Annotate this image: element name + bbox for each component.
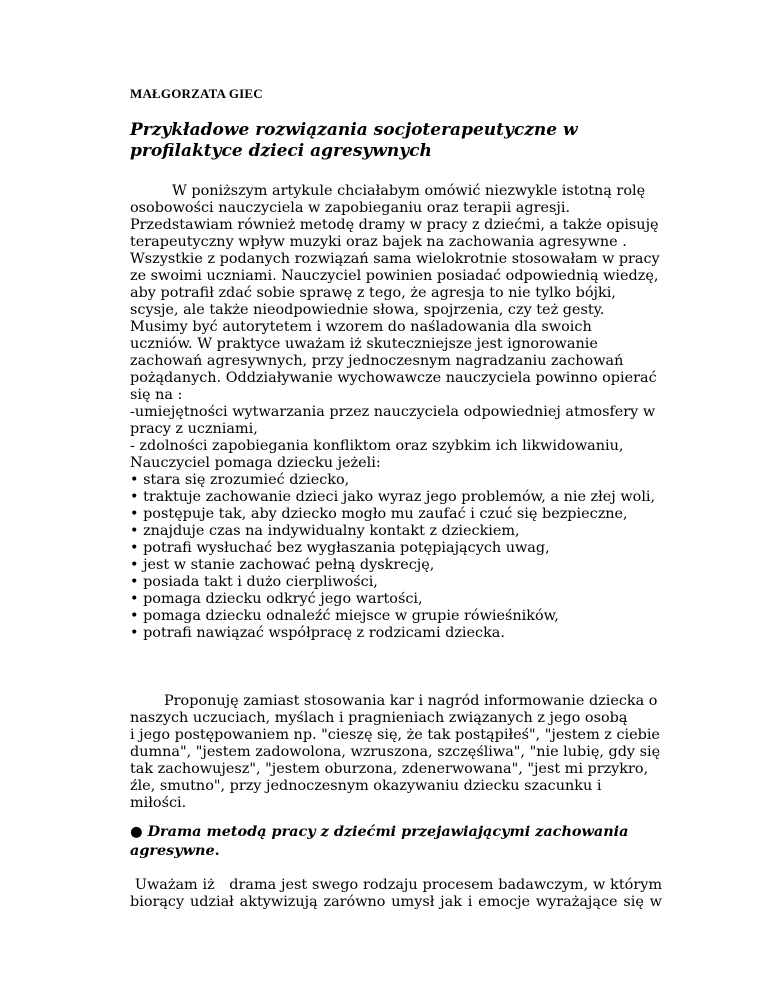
text-line: Musimy być autorytetem i wzorem do naśladowania dla swoich	[130, 319, 592, 335]
text-line: osobowości nauczyciela w zapobieganiu oraz terapii agresji.	[130, 200, 571, 216]
article-title	[130, 120, 650, 162]
text-line: ze swoimi uczniami. Nauczyciel powinien posiadać odpowiednią wiedzę,	[130, 268, 659, 284]
list-item: • jest w stanie zachować pełną dyskrecję,	[130, 557, 435, 573]
text-line: się na :	[130, 387, 183, 403]
text-line: biorący udział aktywizują zarówno umysł jak i emocje wyrażające się w	[130, 894, 662, 910]
heading-line: ● Drama metodą pracy z dziećmi przejawiającymi zachowania	[130, 823, 629, 840]
section-heading-drama	[130, 822, 662, 860]
text-line: tak zachowujesz", "jestem oburzona, zdenerwowana", "jest mi przykro,	[130, 761, 649, 777]
list-item: • traktuje zachowanie dzieci jako wyraz jego problemów, a nie złej woli,	[130, 489, 656, 505]
text-line: Nauczyciel pomaga dziecku jeżeli:	[130, 455, 381, 471]
text-line: naszych uczuciach, myślach i pragnieniach związanych z jego osobą	[130, 710, 628, 726]
heading-line: agresywne.	[130, 842, 220, 859]
text-line: zachowań agresywnych, przy jednoczesnym nagradzaniu zachowań	[130, 353, 624, 369]
text-line: - zdolności zapobiegania konfliktom oraz szybkim ich likwidowaniu,	[130, 438, 624, 454]
title-line: profilaktyce dzieci agresywnych	[130, 141, 432, 161]
text-line: W poniższym artykule chciałabym omówić niezwykle istotną rolę	[172, 183, 646, 199]
text-line: i jego postępowaniem np. "cieszę się, że tak postąpiłeś", "jestem z ciebie	[130, 727, 660, 743]
list-item: • pomaga dziecku odkryć jego wartości,	[130, 591, 423, 607]
text-line: Przedstawiam również metodę dramy w pracy z dziećmi, a także opisuję	[130, 217, 659, 233]
list-item: • potrafi wysłuchać bez wygłaszania potępiających uwag,	[130, 540, 550, 556]
list-item: • pomaga dziecku odnaleźć miejsce w grupie rówieśników,	[130, 608, 559, 624]
text-line: terapeutyczny wpływ muzyki oraz bajek na zachowania agresywne .	[130, 234, 627, 250]
text-line: pożądanych. Oddziaływanie wychowawcze nauczyciela powinno opierać	[130, 370, 657, 386]
text-line: -umiejętności wytwarzania przez nauczyciela odpowiedniej atmosfery w	[130, 404, 656, 420]
text-line: źle, smutno", przy jednoczesnym okazywaniu dziecku szacunku i	[130, 778, 602, 794]
text-line: uczniów. W praktyce uważam iż skuteczniejsze jest ignorowanie	[130, 336, 598, 352]
text-line: dumna", "jestem zadowolona, wzruszona, szczęśliwa", "nie lubię, gdy się	[130, 744, 661, 760]
text-line: Uważam iż drama jest swego rodzaju procesem badawczym, w którym	[130, 877, 662, 893]
list-item: • potrafi nawiązać współpracę z rodzicami dziecka.	[130, 625, 505, 641]
list-item: • znajduje czas na indywidualny kontakt z dzieckiem,	[130, 523, 520, 539]
text-line: miłości.	[130, 795, 187, 811]
text-line: Wszystkie z podanych rozwiązań sama wielokrotnie stosowałam w pracy	[130, 251, 660, 267]
list-item: • posiada takt i dużo cierpliwości,	[130, 574, 378, 590]
text-line: pracy z uczniami,	[130, 421, 258, 437]
author-name: MAŁGORZATA GIEC	[130, 86, 263, 101]
text-line: aby potrafił zdać sobie sprawę z tego, że agresja to nie tylko bójki,	[130, 285, 616, 301]
text-line: scysje, ale także nieodpowiednie słowa, spojrzenia, czy też gesty.	[130, 302, 605, 318]
text-line: Proponuję zamiast stosowania kar i nagród informowanie dziecka o	[164, 693, 658, 709]
list-item: • stara się zrozumieć dziecko,	[130, 472, 350, 488]
title-line: Przykładowe rozwiązania socjoterapeutyczne w	[130, 120, 578, 140]
list-item: • postępuje tak, aby dziecko mogło mu zaufać i czuć się bezpieczne,	[130, 506, 628, 522]
